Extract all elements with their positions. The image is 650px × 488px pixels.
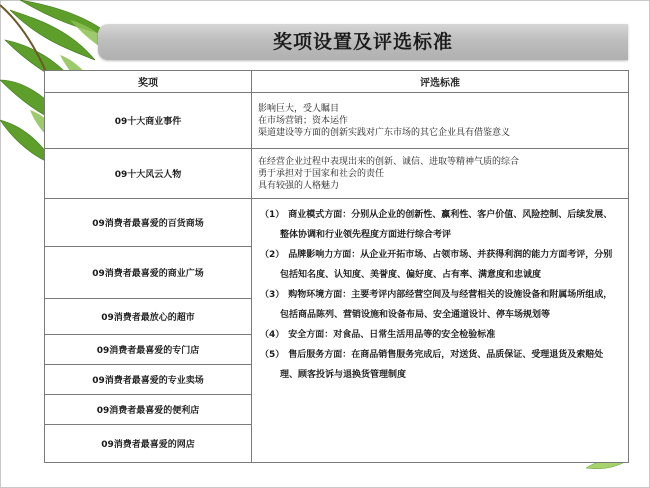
table-header-row: [45, 71, 629, 93]
award-name: 09消费者最喜爱的便利店: [45, 395, 252, 425]
table-row: [45, 199, 629, 247]
award-name: 09十大商业事件: [45, 93, 252, 149]
page-title: 奖项设置及评选标准: [272, 31, 453, 53]
header-award: 奖项: [45, 71, 252, 93]
criteria-cell: [252, 149, 629, 199]
criteria-item: （2） 品牌影响力方面：从企业开拓市场、占领市场、并获得利润的能力方面考评，分别包括知名度、认知度、美誉度、偏好度、占有率、满意度和忠诚度: [260, 250, 613, 280]
award-name: 09消费者最喜爱的百货商场: [45, 199, 252, 247]
award-name: 09消费者最放心的超市: [45, 299, 252, 335]
award-name: 09消费者最喜爱的专门店: [45, 335, 252, 365]
criteria-line: 勇于承担对于国家和社会的责任: [258, 168, 385, 179]
award-criteria-table: [44, 70, 629, 463]
criteria-line: 在市场营销；资本运作: [258, 115, 349, 126]
criteria-item: （1） 商业模式方面：分别从企业的创新性、赢利性、客户价值、风险控制、后续发展、整体协调和行业领先程度方面进行综合考评: [260, 210, 613, 240]
criteria-line: 在经营企业过程中表现出来的创新、诚信、进取等精神气质的综合: [258, 156, 520, 167]
criteria-line: 渠道建设等方面的创新实践对广东市场的其它企业具有借鉴意义: [258, 127, 511, 138]
title-banner: [98, 24, 628, 60]
award-name: 09消费者最喜爱的专业卖场: [45, 365, 252, 395]
header-criteria: 评选标准: [252, 71, 629, 93]
award-name: 09十大风云人物: [45, 149, 252, 199]
criteria-item: （5） 售后服务方面：在商品销售服务完成后，对送货、品质保证、受理退货及索赔处理、顾客投诉与退换货管理制度: [260, 350, 604, 380]
criteria-line: 具有较强的人格魅力: [258, 180, 340, 191]
table-row: [45, 149, 629, 199]
award-name: 09消费者最喜爱的商业广场: [45, 247, 252, 299]
award-name: 09消费者最喜爱的网店: [45, 425, 252, 463]
consumer-criteria-cell: [252, 199, 629, 463]
criteria-line: 影响巨大，受人瞩目: [258, 103, 340, 114]
criteria-item: （4） 安全方面：对食品、日常生活用品等的安全检验标准: [260, 330, 496, 340]
criteria-item: （3） 购物环境方面：主要考评内部经营空间及与经营相关的设施设备和附属场所组成，包括商品陈列、营销设施和设备布局、安全通道设计、停车场规划等: [260, 290, 613, 320]
table-row: [45, 93, 629, 149]
criteria-cell: [252, 93, 629, 149]
